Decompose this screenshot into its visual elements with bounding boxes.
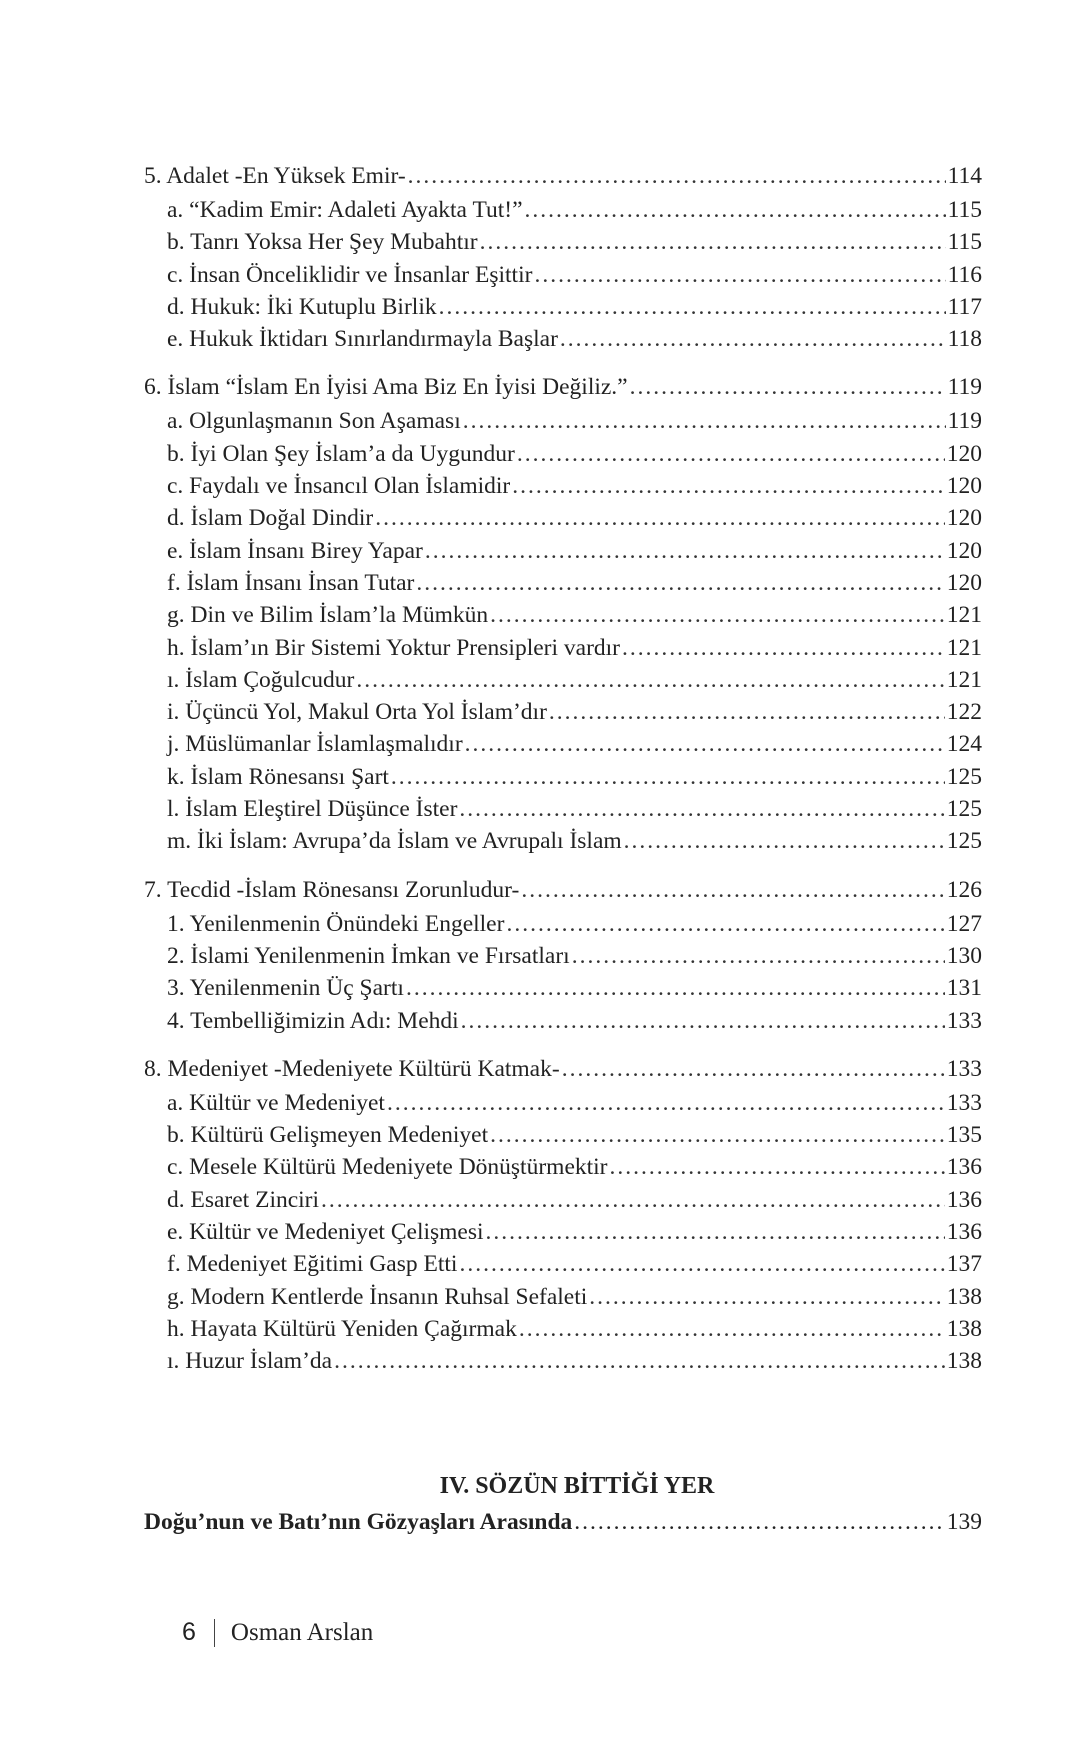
toc-entry [144, 940, 982, 972]
dot-leader [387, 1087, 945, 1119]
toc-entry [144, 535, 982, 567]
dot-leader [624, 825, 945, 857]
dot-leader [534, 259, 945, 291]
toc-entry-title: 1. Yenilenmenin Önündeki Engeller [167, 910, 505, 937]
toc-entry [144, 1345, 982, 1377]
toc-entry-title: 3. Yenilenmenin Üç Şartı [167, 975, 404, 1002]
toc-page-number: 133 [946, 1007, 982, 1034]
toc-page-number: 115 [947, 229, 982, 256]
toc-entry-title: Doğu’nun ve Batı’nın Gözyaşları Arasında [144, 1509, 573, 1535]
toc-entry-title: b. İyi Olan Şey İslam’a da Uygundur [167, 440, 515, 467]
toc-page-number: 115 [947, 197, 982, 223]
toc-entry-title: 2. İslami Yenilenmenin İmkan ve Fırsatları [167, 942, 570, 969]
toc-entry-title: ı. İslam Çoğulcudur [167, 666, 355, 693]
toc-entry [144, 696, 982, 728]
toc-page-number: 136 [946, 1154, 982, 1181]
toc-entry-title: e. Hukuk İktidarı Sınırlandırmayla Başlar [167, 326, 558, 353]
toc-entry [144, 567, 982, 599]
toc-page-number: 120 [946, 569, 982, 596]
toc-entry [144, 664, 982, 696]
toc-page-number: 138 [946, 1283, 982, 1310]
toc-page-number: 119 [947, 408, 982, 435]
toc-entry [144, 1184, 982, 1216]
toc-page-number: 125 [946, 828, 982, 855]
toc-entry [144, 972, 982, 1004]
toc-page-number: 135 [946, 1122, 982, 1149]
toc-entry-title: h. İslam’ın Bir Sistemi Yoktur Prensipleri vardır [167, 634, 621, 661]
dot-leader [630, 369, 946, 405]
toc-entry [144, 323, 982, 355]
dot-leader [574, 1504, 944, 1540]
toc-page-number: 126 [946, 876, 982, 903]
dot-leader [490, 1119, 945, 1151]
toc-entry-title: m. İki İslam: Avrupa’da İslam ve Avrupalı İslam [167, 828, 622, 855]
table-of-contents [144, 158, 982, 1392]
toc-entry [144, 1087, 982, 1119]
toc-entry-title: d. İslam Doğal Dindir [167, 505, 374, 532]
toc-entry [144, 1248, 982, 1280]
dot-leader [406, 972, 945, 1004]
toc-section [144, 369, 982, 857]
toc-page-number: 117 [947, 293, 982, 320]
dot-leader [622, 632, 945, 664]
dot-leader [459, 1248, 944, 1280]
toc-page-number: 130 [946, 942, 982, 969]
toc-heading-title: 8. Medeniyet -Medeniyete Kültürü Katmak- [144, 1055, 560, 1082]
toc-entry-title: f. Medeniyet Eğitimi Gasp Etti [167, 1251, 458, 1278]
toc-part [144, 1468, 982, 1540]
dot-leader [589, 1281, 944, 1313]
toc-page-number: 120 [946, 537, 982, 564]
toc-page-number: 133 [946, 1089, 982, 1116]
toc-page-number: 124 [946, 731, 982, 758]
toc-page-number: 127 [946, 910, 982, 937]
dot-leader [486, 1216, 945, 1248]
toc-entry-title: g. Modern Kentlerde İnsanın Ruhsal Sefaleti [167, 1283, 588, 1310]
dot-leader [517, 438, 945, 470]
toc-page-number: 121 [946, 666, 982, 693]
toc-entry [144, 259, 982, 291]
dot-leader [525, 194, 946, 226]
toc-entry [144, 1151, 982, 1183]
toc-entry-title: 4. Tembelliğimizin Adı: Mehdi [167, 1007, 459, 1034]
toc-entry-title: i. Üçüncü Yol, Makul Orta Yol İslam’dır [167, 699, 547, 726]
toc-section [144, 1051, 982, 1378]
toc-entry-title: c. Mesele Kültürü Medeniyete Dönüştürmektir [167, 1154, 608, 1181]
toc-page-number: 120 [946, 440, 982, 467]
dot-leader [425, 535, 945, 567]
dot-leader [610, 1151, 945, 1183]
toc-entry-title: c. İnsan Önceliklidir ve İnsanlar Eşittir [167, 261, 533, 288]
dot-leader [560, 323, 946, 355]
toc-page-number: 120 [946, 473, 982, 500]
toc-page-number: 136 [946, 1219, 982, 1246]
page-footer [182, 1618, 373, 1647]
toc-entry [144, 825, 982, 857]
toc-entry [144, 1281, 982, 1313]
toc-heading-title: 5. Adalet -En Yüksek Emir- [144, 163, 406, 189]
toc-page-number: 121 [946, 634, 982, 661]
dot-leader [463, 405, 946, 437]
toc-page-number: 119 [947, 374, 982, 401]
dot-leader [461, 1005, 945, 1037]
toc-entry [144, 1216, 982, 1248]
toc-entry [144, 291, 982, 323]
toc-page-number: 136 [946, 1186, 982, 1213]
toc-heading [144, 1051, 982, 1087]
dot-leader [416, 567, 944, 599]
dot-leader [521, 872, 944, 908]
dot-leader [439, 291, 946, 323]
toc-heading [144, 872, 982, 908]
toc-page-number: 122 [946, 699, 982, 726]
toc-page-number: 125 [946, 796, 982, 823]
part-title: IV. SÖZÜN BİTTİĞİ YER [439, 1473, 715, 1499]
toc-entry-title: c. Faydalı ve İnsancıl Olan İslamidir [167, 473, 511, 500]
toc-entry-title: e. İslam İnsanı Birey Yapar [167, 537, 423, 564]
toc-entry-title: l. İslam Eleştirel Düşünce İster [167, 796, 458, 823]
page-number: 6 [182, 1618, 196, 1646]
toc-entry-title: b. Tanrı Yoksa Her Şey Mubahtır [167, 229, 478, 256]
dot-leader [408, 158, 946, 194]
dot-leader [391, 761, 945, 793]
toc-entry [144, 793, 982, 825]
toc-entry [144, 226, 982, 258]
dot-leader [512, 470, 944, 502]
toc-entry [144, 761, 982, 793]
toc-page-number: 121 [946, 602, 982, 629]
toc-entry-title: k. İslam Rönesansı Şart [167, 763, 389, 790]
dot-leader [549, 696, 945, 728]
toc-entry [144, 1119, 982, 1151]
toc-entry [144, 1005, 982, 1037]
footer-divider [214, 1619, 215, 1647]
toc-page-number: 131 [946, 975, 982, 1002]
toc-entry-title: a. Olgunlaşmanın Son Aşaması [167, 408, 461, 435]
toc-page-number: 125 [946, 763, 982, 790]
toc-page-number: 118 [947, 326, 982, 353]
toc-entry [144, 470, 982, 502]
toc-heading-title: 6. İslam “İslam En İyisi Ama Biz En İyisi Değiliz.” [144, 374, 628, 401]
toc-section [144, 158, 982, 355]
toc-page-number: 138 [946, 1348, 982, 1375]
toc-entry-title: d. Hukuk: İki Kutuplu Birlik [167, 293, 437, 320]
toc-part-entry [144, 1504, 982, 1540]
dot-leader [506, 908, 944, 940]
dot-leader [480, 226, 946, 258]
toc-entry-title: e. Kültür ve Medeniyet Çelişmesi [167, 1219, 484, 1246]
toc-entry-title: b. Kültürü Gelişmeyen Medeniyet [167, 1122, 489, 1149]
author-name: Osman Arslan [230, 1618, 374, 1646]
toc-page-number: 137 [946, 1251, 982, 1278]
toc-entry-title: j. Müslümanlar İslamlaşmalıdır [167, 731, 463, 758]
dot-leader [572, 940, 945, 972]
dot-leader [334, 1345, 945, 1377]
toc-entry [144, 405, 982, 437]
toc-heading [144, 158, 982, 194]
dot-leader [519, 1313, 945, 1345]
dot-leader [356, 664, 944, 696]
toc-section [144, 872, 982, 1037]
toc-entry-title: a. Kültür ve Medeniyet [167, 1089, 385, 1116]
toc-entry-title: f. İslam İnsanı İnsan Tutar [167, 569, 415, 596]
dot-leader [375, 502, 945, 534]
toc-heading-title: 7. Tecdid -İslam Rönesansı Zorunludur- [144, 876, 520, 903]
toc-page-number: 116 [947, 261, 982, 288]
toc-entry-title: h. Hayata Kültürü Yeniden Çağırmak [167, 1315, 517, 1342]
dot-leader [465, 728, 945, 760]
toc-entry [144, 502, 982, 534]
toc-entry [144, 632, 982, 664]
toc-entry [144, 438, 982, 470]
dot-leader [490, 599, 945, 631]
toc-entry [144, 1313, 982, 1345]
dot-leader [459, 793, 944, 825]
toc-heading [144, 369, 982, 405]
toc-page-number: 139 [946, 1509, 982, 1535]
toc-entry-title: g. Din ve Bilim İslam’la Mümkün [167, 602, 489, 629]
toc-entry [144, 194, 982, 226]
toc-page-number: 138 [946, 1315, 982, 1342]
toc-page-number: 120 [946, 505, 982, 532]
dot-leader [562, 1051, 945, 1087]
toc-entry [144, 908, 982, 940]
toc-page-number: 133 [946, 1055, 982, 1082]
toc-entry-title: ı. Huzur İslam’da [167, 1348, 333, 1375]
toc-page-number: 114 [947, 163, 982, 189]
dot-leader [321, 1184, 945, 1216]
toc-entry [144, 728, 982, 760]
toc-entry-title: a. “Kadim Emir: Adaleti Ayakta Tut!” [167, 197, 523, 223]
toc-entry [144, 599, 982, 631]
toc-entry-title: d. Esaret Zinciri [167, 1186, 320, 1213]
